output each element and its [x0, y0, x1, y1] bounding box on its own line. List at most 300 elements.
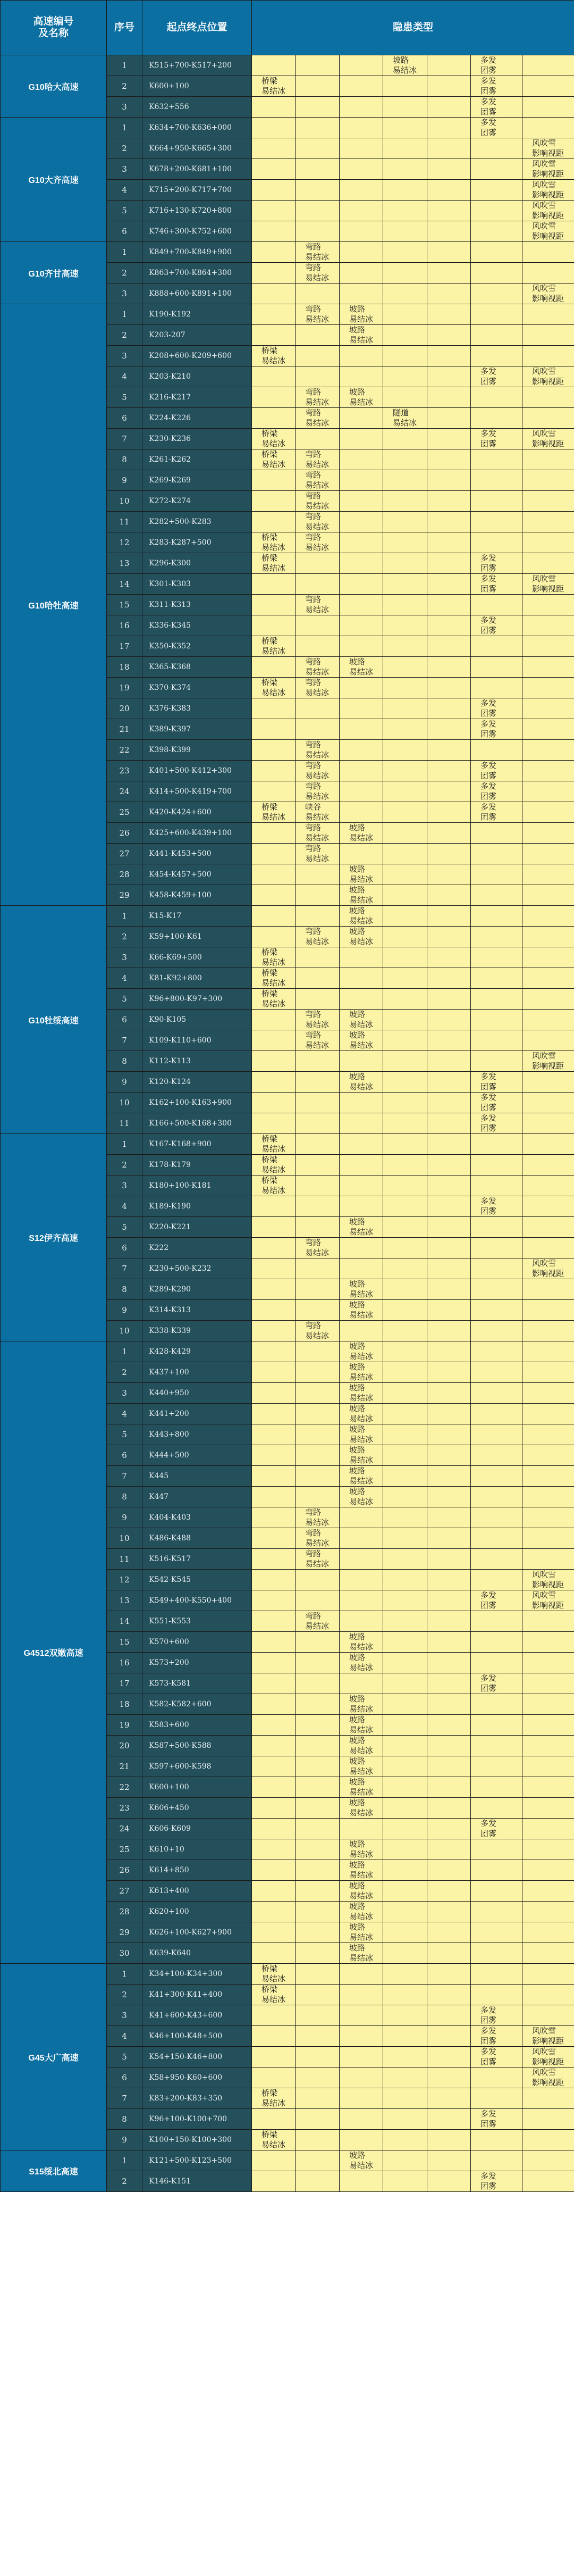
- hazard-cell: [252, 1300, 296, 1321]
- row-location: K639-K640: [142, 1943, 252, 1964]
- hazard-cell: [296, 2068, 340, 2088]
- hazard-cell: [296, 1341, 340, 1362]
- hazard-cell: [522, 2150, 574, 2171]
- hazard-cell: [252, 1321, 296, 1341]
- row-location: K96+100-K100+700: [142, 2109, 252, 2130]
- row-location: K404-K403: [142, 1507, 252, 1528]
- hazard-cell: [383, 1985, 427, 2005]
- hazard-cell: [471, 2171, 522, 2192]
- hazard-cell: [522, 1549, 574, 1570]
- hazard-label-slope: 坡路 易结冰: [349, 1300, 374, 1320]
- hazard-cell: [252, 1528, 296, 1549]
- hazard-cell: [252, 1590, 296, 1611]
- hazard-label-wind: 风吹雪 影响视距: [532, 574, 564, 594]
- hazard-cell: [252, 553, 296, 574]
- hazard-label-curve: 弯路 易结冰: [305, 1010, 330, 1029]
- hazard-cell: [471, 719, 522, 740]
- hazard-cell: [252, 657, 296, 678]
- hazard-cell: [427, 76, 471, 97]
- hazard-cell: [471, 1549, 522, 1570]
- hazard-cell: [383, 989, 427, 1010]
- hazard-cell: [383, 1010, 427, 1030]
- hazard-cell: [471, 201, 522, 221]
- hazard-cell: [340, 947, 383, 968]
- hazard-cell: [252, 2026, 296, 2047]
- row-seq: 3: [107, 159, 142, 180]
- hazard-cell: [296, 1134, 340, 1155]
- hazard-cell: [296, 1176, 340, 1196]
- row-location: K41+300-K41+400: [142, 1985, 252, 2005]
- hazard-cell: [427, 2150, 471, 2171]
- hazard-cell: [296, 221, 340, 242]
- hazard-cell: [522, 284, 574, 304]
- hazard-cell: [252, 512, 296, 532]
- hazard-cell: [340, 698, 383, 719]
- hazard-cell: [522, 906, 574, 927]
- hazard-cell: [471, 968, 522, 989]
- hazard-cell: [471, 927, 522, 947]
- hazard-label-wind: 风吹雪 影响视距: [532, 429, 564, 448]
- hazard-cell: [296, 1943, 340, 1964]
- row-seq: 22: [107, 1777, 142, 1798]
- hazard-label-slope: 坡路 易结冰: [349, 1072, 374, 1091]
- row-seq: 17: [107, 636, 142, 657]
- hazard-label-curve: 弯路 易结冰: [305, 304, 330, 324]
- row-location: K261-K262: [142, 449, 252, 470]
- row-seq: 3: [107, 947, 142, 968]
- hazard-cell: [340, 118, 383, 138]
- hazard-label-wind: 风吹雪 影响视距: [532, 2026, 564, 2046]
- hazard-cell: [427, 1383, 471, 1404]
- hazard-cell: [340, 55, 383, 76]
- hazard-cell: [383, 657, 427, 678]
- hazard-cell: [252, 1258, 296, 1279]
- hazard-cell: [427, 1445, 471, 1466]
- row-seq: 12: [107, 532, 142, 553]
- hazard-cell: [522, 1176, 574, 1196]
- hazard-cell: [252, 1155, 296, 1176]
- hazard-cell: [296, 1736, 340, 1756]
- hazard-cell: [340, 1362, 383, 1383]
- hazard-cell: [427, 1466, 471, 1487]
- row-location: K338-K339: [142, 1321, 252, 1341]
- row-seq: 23: [107, 1798, 142, 1819]
- hazard-cell: [471, 97, 522, 118]
- hazard-cell: [522, 1673, 574, 1694]
- hazard-cell: [383, 1176, 427, 1196]
- row-seq: 4: [107, 2026, 142, 2047]
- hazard-cell: [383, 1341, 427, 1362]
- hazard-cell: [427, 1590, 471, 1611]
- row-seq: 4: [107, 366, 142, 387]
- hazard-cell: [252, 470, 296, 491]
- hazard-cell: [471, 138, 522, 159]
- hazard-cell: [383, 574, 427, 595]
- hazard-label-wind: 风吹雪 影响视距: [532, 2068, 564, 2087]
- hazard-cell: [471, 1321, 522, 1341]
- hazard-cell: [522, 1051, 574, 1072]
- row-seq: 5: [107, 2047, 142, 2068]
- hazard-cell: [383, 1943, 427, 1964]
- hazard-cell: [296, 636, 340, 657]
- hazard-cell: [522, 885, 574, 906]
- row-seq: 3: [107, 97, 142, 118]
- row-location: K220-K221: [142, 1217, 252, 1238]
- row-location: K46+100-K48+500: [142, 2026, 252, 2047]
- hazard-label-fog: 多发 团雾: [480, 574, 497, 594]
- hazard-cell: [522, 1030, 574, 1051]
- hazard-cell: [427, 657, 471, 678]
- hazard-label-curve: 弯路 易结冰: [305, 1528, 330, 1548]
- row-location: K224-K226: [142, 408, 252, 429]
- hazard-cell: [340, 2150, 383, 2171]
- hazard-cell: [471, 1590, 522, 1611]
- hazard-cell: [340, 387, 383, 408]
- hazard-cell: [252, 449, 296, 470]
- hazard-cell: [340, 284, 383, 304]
- row-location: K428-K429: [142, 1341, 252, 1362]
- highway-name: S15绥北高速: [1, 2150, 107, 2192]
- hazard-cell: [471, 449, 522, 470]
- hazard-cell: [471, 76, 522, 97]
- hazard-cell: [427, 1300, 471, 1321]
- row-seq: 24: [107, 1819, 142, 1839]
- hazard-cell: [427, 1010, 471, 1030]
- hazard-cell: [296, 595, 340, 615]
- hazard-cell: [252, 968, 296, 989]
- hazard-cell: [427, 118, 471, 138]
- row-location: K441+200: [142, 1404, 252, 1424]
- hazard-cell: [340, 1113, 383, 1134]
- hazard-label-slope: 坡路 易结冰: [349, 927, 374, 946]
- hazard-cell: [252, 698, 296, 719]
- hazard-label-fog: 多发 团雾: [480, 1196, 497, 1216]
- hazard-label-slope: 坡路 易结冰: [349, 387, 374, 407]
- hazard-label-slope: 坡路 易结冰: [349, 1736, 374, 1755]
- hazard-cell: [383, 1466, 427, 1487]
- hazard-cell: [522, 1404, 574, 1424]
- row-seq: 2: [107, 138, 142, 159]
- row-seq: 6: [107, 1238, 142, 1258]
- row-seq: 1: [107, 1341, 142, 1362]
- row-location: K121+500-K123+500: [142, 2150, 252, 2171]
- hazard-label-wind: 风吹雪 影响视距: [532, 284, 564, 303]
- hazard-cell: [427, 2068, 471, 2088]
- hazard-cell: [427, 304, 471, 325]
- hazard-cell: [296, 491, 340, 512]
- row-seq: 21: [107, 719, 142, 740]
- header-name: 高速编号 及名称: [1, 1, 107, 55]
- hazard-cell: [383, 366, 427, 387]
- hazard-cell: [252, 1507, 296, 1528]
- hazard-cell: [383, 1570, 427, 1590]
- hazard-cell: [522, 346, 574, 366]
- hazard-label-wind: 风吹雪 影响视距: [532, 1570, 564, 1589]
- hazard-cell: [383, 1134, 427, 1155]
- hazard-label-bridge: 桥梁 易结冰: [261, 1176, 286, 1195]
- hazard-cell: [340, 781, 383, 802]
- hazard-cell: [522, 2171, 574, 2192]
- hazard-cell: [522, 408, 574, 429]
- hazard-cell: [522, 76, 574, 97]
- row-location: K888+600-K891+100: [142, 284, 252, 304]
- row-seq: 1: [107, 55, 142, 76]
- hazard-cell: [252, 947, 296, 968]
- hazard-cell: [296, 1528, 340, 1549]
- row-location: K81-K92+800: [142, 968, 252, 989]
- hazard-cell: [296, 2047, 340, 2068]
- hazard-cell: [383, 2130, 427, 2150]
- row-location: K573-K581: [142, 1673, 252, 1694]
- hazard-cell: [427, 1134, 471, 1155]
- row-location: K41+600-K43+600: [142, 2005, 252, 2026]
- hazard-cell: [340, 1217, 383, 1238]
- hazard-cell: [296, 823, 340, 844]
- hazard-cell: [522, 1860, 574, 1881]
- hazard-cell: [471, 304, 522, 325]
- hazard-cell: [471, 1715, 522, 1736]
- row-location: K289-K290: [142, 1279, 252, 1300]
- row-seq: 4: [107, 180, 142, 201]
- hazard-cell: [471, 2130, 522, 2150]
- hazard-cell: [383, 1964, 427, 1985]
- row-seq: 28: [107, 1902, 142, 1922]
- hazard-cell: [296, 761, 340, 781]
- hazard-cell: [296, 408, 340, 429]
- hazard-cell: [427, 864, 471, 885]
- row-location: K614+850: [142, 1860, 252, 1881]
- row-seq: 8: [107, 1279, 142, 1300]
- hazard-cell: [427, 1798, 471, 1819]
- hazard-cell: [340, 1922, 383, 1943]
- hazard-cell: [296, 180, 340, 201]
- hazard-cell: [522, 304, 574, 325]
- row-seq: 2: [107, 1155, 142, 1176]
- hazard-cell: [383, 1839, 427, 1860]
- row-seq: 20: [107, 1736, 142, 1756]
- hazard-cell: [296, 1383, 340, 1404]
- row-seq: 8: [107, 449, 142, 470]
- row-location: K389-K397: [142, 719, 252, 740]
- hazard-cell: [522, 947, 574, 968]
- hazard-cell: [252, 1570, 296, 1590]
- hazard-cell: [296, 1611, 340, 1632]
- hazard-label-slope: 坡路 易结冰: [349, 1404, 374, 1423]
- hazard-cell: [471, 1507, 522, 1528]
- row-seq: 2: [107, 76, 142, 97]
- row-location: K283-K287+500: [142, 532, 252, 553]
- hazard-cell: [471, 1134, 522, 1155]
- row-location: K146-K151: [142, 2171, 252, 2192]
- hazard-cell: [252, 221, 296, 242]
- highway-name: G10哈牡高速: [1, 304, 107, 906]
- hazard-cell: [522, 1217, 574, 1238]
- row-seq: 8: [107, 2109, 142, 2130]
- hazard-cell: [340, 823, 383, 844]
- row-location: K203-207: [142, 325, 252, 346]
- hazard-label-fog: 多发 团雾: [480, 1093, 497, 1112]
- hazard-cell: [471, 346, 522, 366]
- hazard-cell: [296, 387, 340, 408]
- hazard-cell: [340, 532, 383, 553]
- hazard-cell: [340, 491, 383, 512]
- hazard-cell: [383, 1093, 427, 1113]
- hazard-cell: [296, 1217, 340, 1238]
- hazard-label-fog: 多发 团雾: [480, 802, 497, 822]
- row-location: K445: [142, 1466, 252, 1487]
- hazard-label-slope: 坡路 易结冰: [349, 1798, 374, 1818]
- table-row: [1, 118, 574, 138]
- hazard-cell: [522, 366, 574, 387]
- row-location: K549+400-K550+400: [142, 1590, 252, 1611]
- hazard-cell: [296, 76, 340, 97]
- hazard-cell: [427, 1155, 471, 1176]
- hazard-cell: [296, 1279, 340, 1300]
- hazard-cell: [340, 512, 383, 532]
- hazard-cell: [427, 1611, 471, 1632]
- hazard-cell: [522, 989, 574, 1010]
- hazard-cell: [296, 615, 340, 636]
- row-location: K447: [142, 1487, 252, 1507]
- hazard-cell: [252, 1964, 296, 1985]
- row-seq: 26: [107, 1860, 142, 1881]
- hazard-cell: [252, 615, 296, 636]
- hazard-cell: [471, 1902, 522, 1922]
- table-row: [1, 242, 574, 263]
- hazard-cell: [471, 242, 522, 263]
- hazard-label-fog: 多发 团雾: [480, 1113, 497, 1133]
- hazard-cell: [340, 1549, 383, 1570]
- row-location: K582-K582+600: [142, 1694, 252, 1715]
- hazard-cell: [522, 1466, 574, 1487]
- hazard-cell: [340, 1030, 383, 1051]
- hazard-label-curve: 弯路 易结冰: [305, 532, 330, 552]
- row-location: K634+700-K636+000: [142, 118, 252, 138]
- row-location: K626+100-K627+900: [142, 1922, 252, 1943]
- hazard-cell: [471, 1756, 522, 1777]
- row-seq: 4: [107, 968, 142, 989]
- hazard-cell: [522, 1072, 574, 1093]
- hazard-cell: [383, 1217, 427, 1238]
- hazard-cell: [427, 1341, 471, 1362]
- header-loc: 起点终点位置: [142, 1, 252, 55]
- hazard-cell: [522, 1134, 574, 1155]
- hazard-cell: [340, 1673, 383, 1694]
- row-seq: 10: [107, 1321, 142, 1341]
- row-location: K516-K517: [142, 1549, 252, 1570]
- hazard-cell: [340, 159, 383, 180]
- hazard-cell: [296, 1051, 340, 1072]
- highway-name: S12伊齐高速: [1, 1134, 107, 1341]
- hazard-cell: [383, 968, 427, 989]
- hazard-cell: [296, 1238, 340, 1258]
- hazard-cell: [383, 449, 427, 470]
- hazard-cell: [252, 1881, 296, 1902]
- row-location: K746+300-K752+600: [142, 221, 252, 242]
- hazard-cell: [252, 76, 296, 97]
- hazard-cell: [522, 429, 574, 449]
- hazard-label-bridge: 桥梁 易结冰: [261, 968, 286, 988]
- hazard-cell: [252, 1487, 296, 1507]
- hazard-cell: [427, 1362, 471, 1383]
- hazard-cell: [340, 429, 383, 449]
- hazard-cell: [427, 512, 471, 532]
- hazard-cell: [252, 138, 296, 159]
- hazard-label-wind: 风吹雪 影响视距: [532, 2047, 564, 2066]
- hazard-cell: [427, 2109, 471, 2130]
- hazard-label-curve: 弯路 易结冰: [305, 781, 330, 801]
- hazard-cell: [471, 636, 522, 657]
- row-location: K34+100-K34+300: [142, 1964, 252, 1985]
- hazard-cell: [340, 885, 383, 906]
- row-seq: 14: [107, 1611, 142, 1632]
- hazard-cell: [522, 1424, 574, 1445]
- hazard-cell: [340, 1424, 383, 1445]
- table-row: [1, 1964, 574, 1985]
- hazard-cell: [522, 1902, 574, 1922]
- hazard-cell: [522, 180, 574, 201]
- hazard-cell: [252, 2088, 296, 2109]
- hazard-cell: [340, 1258, 383, 1279]
- hazard-cell: [522, 968, 574, 989]
- hazard-cell: [383, 55, 427, 76]
- hazard-cell: [296, 1902, 340, 1922]
- hazard-cell: [296, 1798, 340, 1819]
- row-seq: 9: [107, 1072, 142, 1093]
- hazard-cell: [383, 1507, 427, 1528]
- row-location: K216-K217: [142, 387, 252, 408]
- hazard-cell: [296, 1964, 340, 1985]
- hazard-cell: [252, 55, 296, 76]
- hazard-cell: [340, 1134, 383, 1155]
- hazard-cell: [383, 1321, 427, 1341]
- row-seq: 15: [107, 1632, 142, 1653]
- hazard-cell: [522, 118, 574, 138]
- hazard-cell: [383, 1258, 427, 1279]
- hazard-cell: [340, 1798, 383, 1819]
- hazard-cell: [340, 1196, 383, 1217]
- hazard-cell: [427, 1238, 471, 1258]
- hazard-cell: [252, 1839, 296, 1860]
- row-location: K542-K545: [142, 1570, 252, 1590]
- hazard-cell: [427, 1943, 471, 1964]
- hazard-label-slope: 坡路 易结冰: [349, 1487, 374, 1506]
- hazard-cell: [427, 1217, 471, 1238]
- hazard-cell: [252, 304, 296, 325]
- hazard-cell: [522, 2088, 574, 2109]
- hazard-cell: [522, 2109, 574, 2130]
- hazard-label-curve: 弯路 易结冰: [305, 512, 330, 531]
- hazard-label-slope: 坡路 易结冰: [393, 55, 417, 75]
- hazard-cell: [383, 221, 427, 242]
- hazard-label-curve: 弯路 易结冰: [305, 678, 330, 697]
- row-location: K230-K236: [142, 429, 252, 449]
- hazard-cell: [471, 532, 522, 553]
- hazard-cell: [427, 408, 471, 429]
- hazard-cell: [427, 1736, 471, 1756]
- table-row: [1, 1134, 574, 1155]
- hazard-cell: [383, 864, 427, 885]
- hazard-cell: [471, 1673, 522, 1694]
- hazard-cell: [383, 636, 427, 657]
- hazard-label-curve: 弯路 易结冰: [305, 242, 330, 262]
- hazard-cell: [471, 1632, 522, 1653]
- hazard-cell: [522, 719, 574, 740]
- row-location: K83+200-K83+350: [142, 2088, 252, 2109]
- row-location: K420-K424+600: [142, 802, 252, 823]
- row-seq: 9: [107, 1300, 142, 1321]
- row-location: K414+500-K419+700: [142, 781, 252, 802]
